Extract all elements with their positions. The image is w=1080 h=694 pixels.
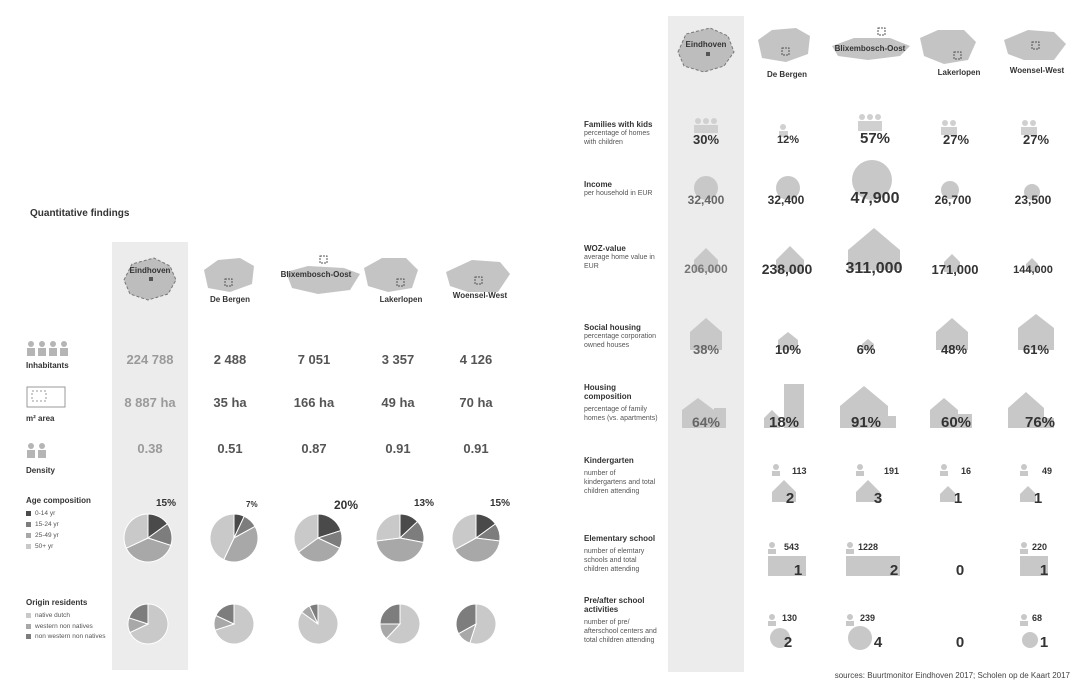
legend-label: native dutch: [35, 612, 71, 619]
value-density-lakerlopen: 0.91: [385, 441, 411, 456]
legend-item-origin-0: [26, 610, 106, 621]
kinder-count-blixembosch: 3: [873, 490, 883, 507]
left-col-eindhoven: Eindhoven: [129, 266, 171, 275]
elem-count-debergen: 1: [793, 562, 803, 579]
value-area-debergen: 35 ha: [213, 395, 247, 410]
value-density-woensel: 0.91: [463, 441, 489, 456]
area-icon: [26, 386, 66, 408]
elem-children-debergen: 543: [784, 542, 800, 552]
pre-count-lakerlopen: 0: [955, 634, 965, 651]
age-pie-slice-lakerlopen-2: [376, 538, 423, 562]
label-density: Density: [26, 466, 55, 475]
housing-eindhoven: 64%: [691, 414, 721, 430]
right-col-lakerlopen: Lakerlopen: [937, 68, 981, 77]
lakerlopen-shape-right: [920, 30, 976, 64]
legend-item-origin-2: [26, 632, 106, 641]
value-inhabitants-woensel: 4 126: [459, 352, 493, 367]
legend-label: non western non natives: [35, 633, 106, 640]
housing-debergen: 18%: [768, 414, 800, 431]
age-pct-lakerlopen: 13%: [414, 498, 435, 509]
families-woensel: 27%: [1022, 132, 1050, 147]
age-composition-title: Age composition: [26, 496, 91, 505]
kinder-count-woensel: 1: [1033, 490, 1043, 507]
woz-lakerlopen: 171,000: [931, 262, 979, 277]
legend-swatch: [26, 511, 31, 516]
legend-swatch: [26, 634, 31, 639]
families-eindhoven: 30%: [692, 132, 720, 147]
age-pct-blixembosch: 20%: [334, 498, 359, 512]
income-woensel: 23,500: [1014, 193, 1052, 207]
families-blixembosch: 57%: [859, 130, 891, 147]
elem-children-woensel: 220: [1032, 542, 1048, 552]
people-icon: [26, 340, 70, 360]
left-col-woensel: Woensel-West: [452, 291, 508, 300]
value-area-eindhoven: 8 887 ha: [124, 395, 176, 410]
woz-title: WOZ-value: [584, 244, 626, 253]
legend-label: 0-14 yr: [35, 510, 56, 517]
left-col-blixembosch: Blixembosch-Oost: [280, 270, 352, 279]
legend-item-age-3: [26, 541, 59, 552]
row-density: [112, 441, 528, 455]
family-icon: [694, 118, 718, 133]
pre-children-woensel: 68: [1032, 613, 1043, 623]
social-lakerlopen: 48%: [940, 342, 968, 357]
pre-count-debergen: 2: [783, 634, 793, 651]
legend-swatch: [26, 544, 31, 549]
housing-title: Housing composition: [584, 383, 632, 401]
origin-legend: [26, 610, 106, 641]
income-lakerlopen: 26,700: [934, 193, 972, 207]
row-label-kinder: [584, 456, 656, 496]
legend-label: 50+ yr: [35, 543, 54, 550]
eindhoven-marker: [149, 277, 153, 281]
social-subtitle: percentage corporation owned houses: [584, 333, 656, 349]
lakerlopen-shape: [364, 258, 418, 292]
row-area: [112, 395, 528, 409]
pre-icons: [768, 614, 1038, 650]
woz-eindhoven: 206,000: [684, 262, 728, 276]
row-label-woz: [584, 244, 664, 271]
eindhoven-marker-right: [706, 52, 710, 56]
elem-title: Elementary school: [584, 534, 656, 543]
social-title: Social housing: [584, 323, 641, 332]
woz-subtitle: average home value in EUR: [584, 254, 655, 270]
age-legend: [26, 508, 59, 552]
pre-children-blixembosch: 239: [860, 613, 876, 623]
debergen-shape-right: [758, 28, 810, 62]
housing-blixembosch: 91%: [850, 414, 882, 431]
woz-woensel: 144,000: [1013, 264, 1053, 276]
kinder-children-woensel: 49: [1042, 466, 1053, 476]
value-density-blixembosch: 0.87: [301, 441, 327, 456]
income-subtitle: per household in EUR: [584, 190, 653, 197]
income-title: Income: [584, 180, 613, 189]
row-label-pre: [584, 596, 660, 645]
right-col-debergen: De Bergen: [766, 70, 807, 79]
families-title: Families with kids: [584, 120, 653, 129]
kinder-count-debergen: 2: [785, 490, 795, 507]
pre-count-blixembosch: 4: [873, 634, 883, 651]
legend-item-age-1: [26, 519, 59, 530]
value-inhabitants-debergen: 2 488: [213, 352, 247, 367]
families-subtitle: percentage of homes with children: [584, 130, 650, 146]
right-col-blixembosch: Blixembosch-Oost: [834, 44, 906, 53]
pre-title: Pre/after school activities: [584, 596, 645, 614]
housing-lakerlopen: 60%: [940, 414, 972, 431]
blixembosch-marker-right: [878, 28, 885, 35]
label-inhabitants: Inhabitants: [26, 361, 69, 370]
kinder-children-blixembosch: 191: [884, 466, 900, 476]
woz-debergen: 238,000: [761, 261, 813, 277]
page-title: Quantitative findings: [30, 208, 130, 219]
kinder-children-debergen: 113: [792, 466, 807, 476]
row-label-housing: [584, 383, 664, 423]
kinder-subtitle: number of kindergartens and total children attending: [584, 470, 656, 495]
pie-charts: [112, 500, 532, 660]
legend-swatch: [26, 624, 31, 629]
right-col-eindhoven: Eindhoven: [685, 40, 727, 49]
value-area-blixembosch: 166 ha: [293, 395, 335, 410]
row-label-income: [584, 180, 664, 198]
kinder-icons: [772, 464, 1036, 502]
kinder-count-lakerlopen: 1: [953, 490, 963, 507]
social-blixembosch: 6%: [856, 342, 876, 357]
value-area-woensel: 70 ha: [459, 395, 493, 410]
age-pie-slice-lakerlopen-3: [376, 514, 400, 541]
family-icon: [858, 114, 882, 131]
left-col-lakerlopen: Lakerlopen: [379, 295, 423, 304]
density-icon: [26, 442, 50, 462]
elem-count-woensel: 1: [1039, 562, 1049, 579]
income-debergen: 32,400: [767, 193, 805, 207]
income-eindhoven: 32,400: [687, 193, 725, 207]
row-inhabitants: [112, 352, 528, 366]
value-density-eindhoven: 0.38: [137, 441, 163, 456]
elem-children-blixembosch: 1228: [858, 542, 879, 552]
right-col-woensel: Woensel-West: [1009, 66, 1065, 75]
value-density-debergen: 0.51: [217, 441, 243, 456]
elem-icons: [768, 542, 1048, 576]
age-pct-eindhoven: 15%: [156, 498, 177, 509]
row-label-social: [584, 323, 666, 350]
legend-label: 25-49 yr: [35, 532, 59, 539]
row-label-elem: [584, 534, 660, 574]
sources-note: sources: Buurtmonitor Eindhoven 2017; Scholen op de Kaart 2017: [834, 671, 1070, 680]
value-inhabitants-blixembosch: 7 051: [297, 352, 331, 367]
social-eindhoven: 38%: [692, 342, 720, 357]
value-area-lakerlopen: 49 ha: [381, 395, 415, 410]
age-pct-debergen: 7%: [246, 500, 258, 509]
elem-subtitle: number of elemtary schools and total children attending: [584, 548, 645, 573]
kinder-children-lakerlopen: 16: [961, 466, 972, 476]
value-inhabitants-lakerlopen: 3 357: [381, 352, 415, 367]
district-shapes: [112, 250, 532, 310]
elem-count-blixembosch: 2: [889, 562, 899, 579]
blixembosch-marker: [320, 256, 327, 263]
row-label-families: [584, 120, 664, 147]
income-blixembosch: 47,900: [850, 190, 900, 207]
woensel-shape: [446, 260, 510, 292]
woensel-shape-right: [1004, 30, 1066, 60]
eindhoven-shape-right: [678, 28, 734, 72]
housing-subtitle: percentage of family homes (vs. apartments): [584, 406, 658, 422]
de-bergen-shape: [204, 258, 254, 292]
social-debergen: 10%: [774, 342, 802, 357]
legend-swatch: [26, 613, 31, 618]
legend-swatch: [26, 522, 31, 527]
pre-subtitle: number of pre/ afterschool centers and total children attending: [584, 619, 657, 644]
legend-swatch: [26, 533, 31, 538]
legend-item-origin-1: [26, 621, 106, 632]
age-pct-woensel: 15%: [490, 498, 511, 509]
woz-blixembosch: 311,000: [845, 260, 903, 277]
social-woensel: 61%: [1022, 342, 1050, 357]
elem-count-lakerlopen: 0: [955, 562, 965, 579]
origin-residents-title: Origin residents: [26, 598, 88, 607]
legend-item-age-0: [26, 508, 59, 519]
families-debergen: 12%: [776, 134, 800, 146]
legend-item-age-2: [26, 530, 59, 541]
value-inhabitants-eindhoven: 224 788: [126, 352, 174, 367]
kinder-title: Kindergarten: [584, 456, 634, 465]
legend-label: western non natives: [35, 623, 93, 630]
housing-woensel: 76%: [1024, 414, 1056, 431]
label-area: m² area: [26, 414, 55, 423]
legend-label: 15-24 yr: [35, 521, 59, 528]
left-col-debergen: De Bergen: [209, 295, 250, 304]
pre-count-woensel: 1: [1039, 634, 1049, 651]
pre-children-debergen: 130: [782, 613, 798, 623]
families-lakerlopen: 27%: [942, 132, 970, 147]
origin-pie-slice-lakerlopen-2: [380, 604, 400, 624]
